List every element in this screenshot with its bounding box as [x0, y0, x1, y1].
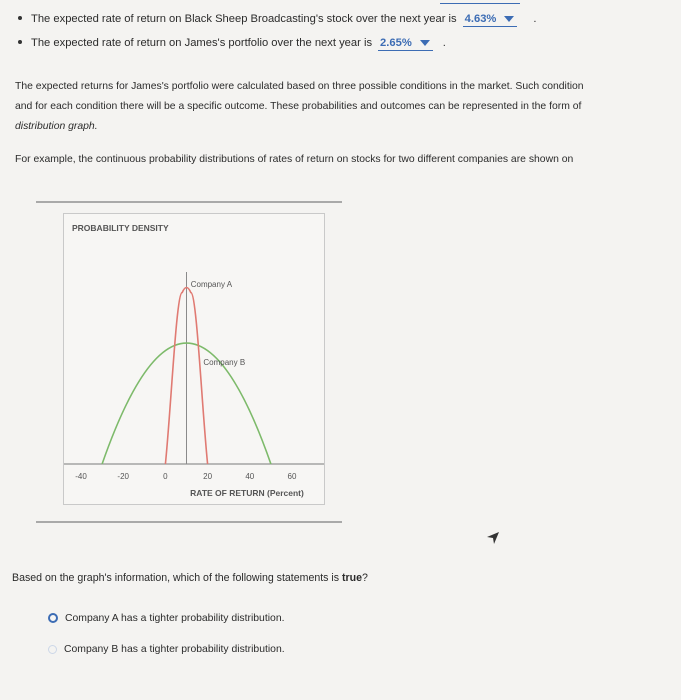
- period: .: [533, 13, 537, 25]
- option-label: Company B has a tighter probability distribution.: [64, 644, 285, 655]
- x-tick-label: -40: [75, 472, 87, 481]
- bullet-text: The expected rate of return on James's portfolio over the next year is: [31, 37, 373, 49]
- dropdown-value: 2.65%: [380, 37, 412, 49]
- x-tick-label: 40: [245, 472, 255, 481]
- question-emphasis: true: [342, 572, 363, 584]
- paragraph-line: The expected returns for James's portfolio were calculated based on three possible conditions in the market. Such condition: [15, 81, 584, 92]
- period: .: [442, 37, 446, 49]
- x-tick-label: -20: [117, 472, 129, 481]
- paragraph-line: distribution graph.: [15, 121, 98, 132]
- bullet-text: The expected rate of return on Black Sheep Broadcasting's stock over the next year is: [31, 13, 457, 25]
- question-text: [12, 572, 368, 584]
- radio-unselected-icon[interactable]: [48, 645, 57, 654]
- cursor-icon: [486, 531, 500, 545]
- x-tick-label: 60: [287, 472, 297, 481]
- option-label: Company A has a tighter probability distribution.: [65, 613, 285, 624]
- x-axis-label: RATE OF RETURN (Percent): [190, 488, 304, 498]
- probability-chart: [64, 214, 324, 504]
- bullet-icon: [18, 16, 22, 20]
- company-b-label: Company B: [203, 358, 246, 367]
- chart-panel: [63, 213, 325, 505]
- answer-option-b[interactable]: [48, 644, 285, 655]
- paragraph-line: and for each condition there will be a specific outcome. These probabilities and outcomes can be represented in the form of: [15, 101, 582, 112]
- company-a-label: Company A: [190, 280, 233, 289]
- example-paragraph: For example, the continuous probability distributions of rates of return on stocks for two different companies are shown on: [15, 154, 574, 165]
- bullet-icon: [18, 40, 22, 44]
- answer-option-a[interactable]: [48, 613, 284, 624]
- divider-top: [36, 201, 342, 203]
- x-tick-label: 20: [203, 472, 213, 481]
- chevron-down-icon: [504, 16, 514, 22]
- stock-return-dropdown[interactable]: [463, 13, 518, 27]
- bullet-item: [14, 13, 536, 27]
- question-suffix: ?: [362, 572, 368, 584]
- portfolio-return-dropdown[interactable]: [378, 37, 433, 51]
- divider-bottom: [36, 521, 342, 523]
- chevron-down-icon: [420, 40, 430, 46]
- explanation-paragraph: [15, 77, 584, 137]
- question-prefix: Based on the graph's information, which of the following statements is: [12, 572, 340, 584]
- x-tick-label: 0: [163, 472, 168, 481]
- radio-selected-icon[interactable]: [48, 613, 58, 623]
- top-dropdown-remnant: [440, 0, 520, 4]
- y-axis-label: PROBABILITY DENSITY: [72, 223, 169, 233]
- dropdown-value: 4.63%: [464, 13, 497, 25]
- bullet-item: [14, 37, 446, 51]
